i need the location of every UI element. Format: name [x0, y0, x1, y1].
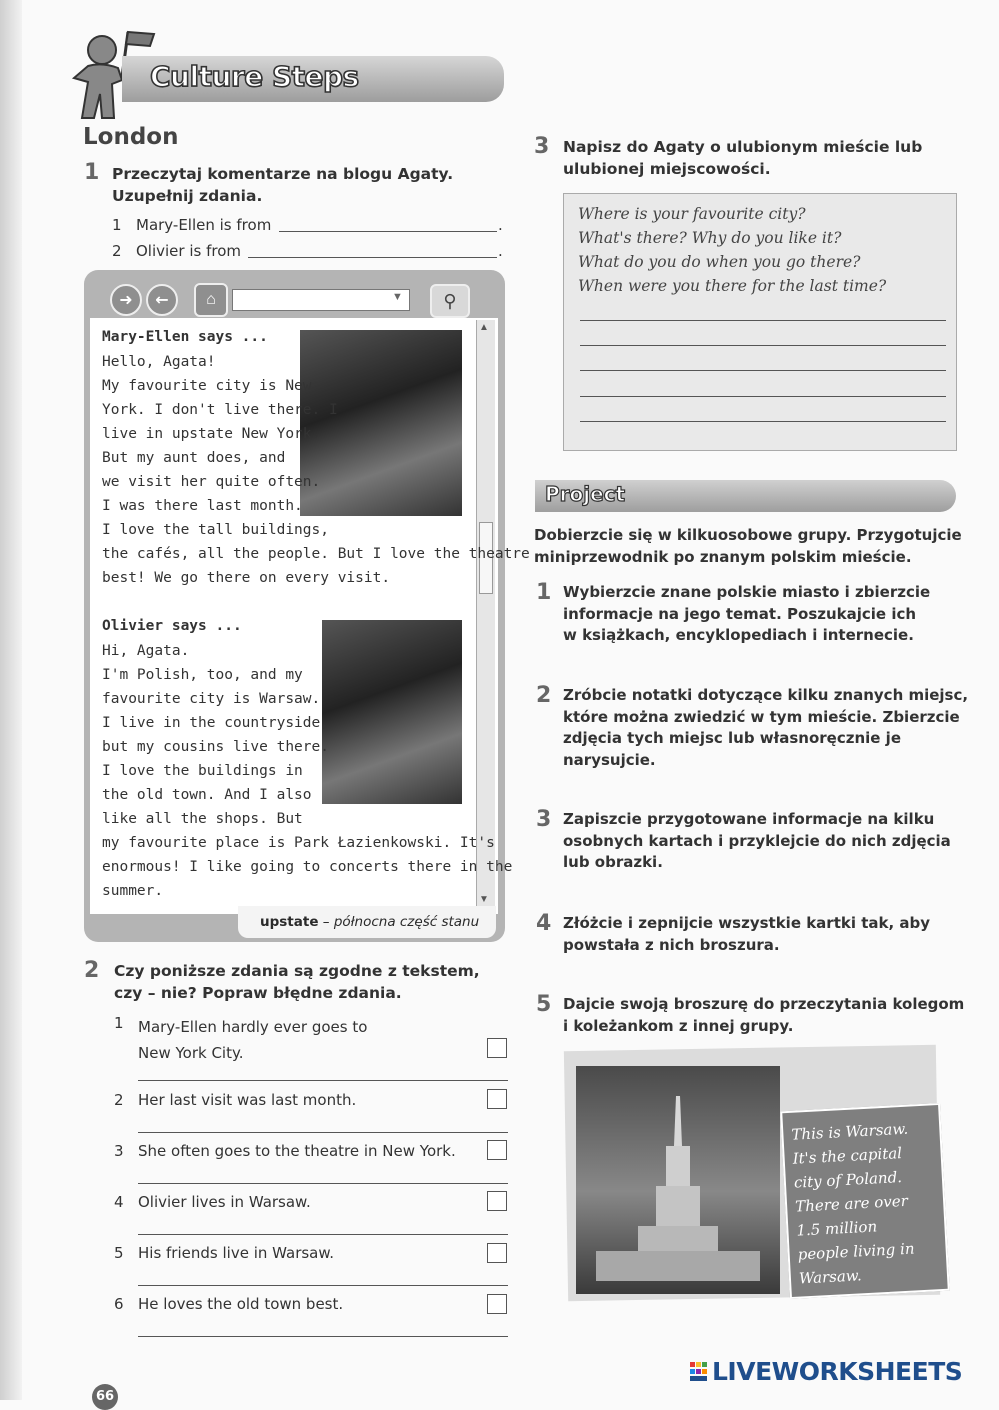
exercise-1-item-number: 1 — [112, 216, 122, 234]
exercise-2-number: 2 — [84, 958, 100, 983]
true-false-checkbox[interactable] — [487, 1191, 507, 1211]
scroll-up-icon[interactable]: ▲ — [479, 322, 489, 333]
writing-line[interactable] — [580, 370, 946, 371]
page-title: Culture Steps — [150, 60, 359, 93]
home-icon[interactable]: ⌂ — [194, 283, 228, 317]
item-number: 5 — [114, 1244, 124, 1262]
writing-line[interactable] — [580, 421, 946, 422]
item-number: 3 — [114, 1142, 124, 1160]
exercise-1-item-text: Mary-Ellen is from — [136, 216, 272, 234]
liveworksheets-brand[interactable]: LIVEWORKSHEETS — [712, 1357, 963, 1386]
forward-arrow-icon[interactable]: ➜ — [110, 284, 142, 316]
correction-line[interactable] — [138, 1183, 508, 1184]
search-icon[interactable]: ⚲ — [430, 284, 470, 318]
project-step-3: Zapiszcie przygotowane informacje na kilku osobnych kartach i przyklejcie do nich zdjęcia lub obrazki. — [563, 810, 951, 871]
section-heading: London — [83, 124, 179, 150]
warsaw-palace-photo — [576, 1066, 780, 1294]
writing-prompts: Where is your favourite city? What's there? Why do you like it? What do you do when you go there? When were you there for the last time? — [578, 205, 887, 295]
statement-6: He loves the old town best. — [138, 1295, 344, 1313]
true-false-checkbox[interactable] — [487, 1038, 507, 1058]
exercise-1-instruction: Przeczytaj komentarze na blogu Agaty. Uzupełnij zdania. — [112, 165, 454, 205]
postcard-caption: This is Warsaw. It's the capital city of Poland. There are over 1.5 million people living in Warsaw. — [780, 1103, 950, 1299]
step-number: 1 — [536, 580, 552, 605]
page-binding-shadow — [0, 0, 22, 1400]
olivier-comment: Hi, Agata. I'm Polish, too, and my favourite city is Warsaw. I live in the countryside, but my cousins live there. I love the buildings in the old town. And I also like all the shops. But my favourite place is Park Łazienkowski. It's enormous! I like going to concerts there in the summer. — [102, 643, 513, 899]
step-number: 4 — [536, 911, 552, 936]
step-number: 2 — [536, 683, 552, 708]
true-false-checkbox[interactable] — [487, 1294, 507, 1314]
period: . — [498, 216, 503, 234]
project-intro: Dobierzcie się w kilkuosobowe grupy. Przygotujcie miniprzewodnik po znanym polskim mieście. — [534, 526, 962, 566]
mary-ellen-heading: Mary-Ellen says ... — [102, 329, 268, 345]
true-false-checkbox[interactable] — [487, 1140, 507, 1160]
writing-line[interactable] — [580, 345, 946, 346]
item-number: 1 — [114, 1014, 124, 1032]
writing-line[interactable] — [580, 396, 946, 397]
statement-1: Mary-Ellen hardly ever goes to New York City. — [138, 1018, 368, 1062]
project-step-4: Złóżcie i zepnijcie wszystkie kartki tak, aby powstała z nich broszura. — [563, 914, 931, 954]
statement-5: His friends live in Warsaw. — [138, 1244, 335, 1262]
statement-2: Her last visit was last month. — [138, 1091, 357, 1109]
step-number: 3 — [536, 807, 552, 832]
statement-4: Olivier lives in Warsaw. — [138, 1193, 311, 1211]
correction-line[interactable] — [138, 1080, 508, 1081]
address-bar[interactable] — [232, 289, 410, 311]
period: . — [498, 242, 503, 260]
liveworksheets-logo-icon — [690, 1362, 708, 1382]
correction-line[interactable] — [138, 1336, 508, 1337]
item-number: 2 — [114, 1091, 124, 1109]
exercise-3-instruction: Napisz do Agaty o ulubionym mieście lub ulubionej miejscowości. — [563, 138, 923, 178]
true-false-checkbox[interactable] — [487, 1243, 507, 1263]
true-false-checkbox[interactable] — [487, 1089, 507, 1109]
exercise-1-number: 1 — [84, 160, 100, 185]
statement-3: She often goes to the theatre in New York. — [138, 1142, 456, 1160]
back-arrow-icon[interactable]: ← — [146, 284, 178, 316]
project-step-5: Dajcie swoją broszurę do przeczytania kolegom i koleżankom z innej grupy. — [563, 995, 965, 1035]
mary-ellen-comment: Hello, Agata! My favourite city is New York. I don't live there. I live in upstate New York. But my aunt does, and we visit her quite often. I was there last month. I love the tall buildings, the cafés, all the people. But I love the theatre best! We go there on every visit. — [102, 354, 530, 586]
glossary-note: upstate – północna część stanu — [238, 906, 496, 938]
exercise-3-number: 3 — [534, 134, 550, 159]
scroll-down-icon[interactable]: ▼ — [479, 894, 489, 905]
exercise-1-item-text: Olivier is from — [136, 242, 242, 260]
answer-line[interactable] — [279, 231, 497, 232]
project-title: Project — [545, 482, 626, 506]
answer-line[interactable] — [248, 257, 497, 258]
project-step-2: Zróbcie notatki dotyczące kilku znanych miejsc, które można zwiedzić w tym mieście. Zbierzcie zdjęcia tych miejsc lub własnoręcznie je narysujcie. — [563, 686, 969, 769]
dropdown-arrow-icon[interactable]: ▼ — [392, 291, 403, 303]
writing-line[interactable] — [580, 320, 946, 321]
palace-of-culture-icon — [576, 1066, 780, 1294]
exercise-2-instruction: Czy poniższe zdania są zgodne z tekstem, czy – nie? Popraw błędne zdania. — [114, 962, 480, 1002]
item-number: 4 — [114, 1193, 124, 1211]
correction-line[interactable] — [138, 1285, 508, 1286]
item-number: 6 — [114, 1295, 124, 1313]
project-step-1: Wybierzcie znane polskie miasto i zbierzcie informacje na jego temat. Poszukajcie ich w książkach, encyklopediach i internecie. — [563, 583, 931, 644]
olivier-heading: Olivier says ... — [102, 618, 242, 634]
step-number: 5 — [536, 992, 552, 1017]
page-number: 66 — [92, 1384, 118, 1410]
exercise-1-item-number: 2 — [112, 242, 122, 260]
correction-line[interactable] — [138, 1234, 508, 1235]
correction-line[interactable] — [138, 1132, 508, 1133]
